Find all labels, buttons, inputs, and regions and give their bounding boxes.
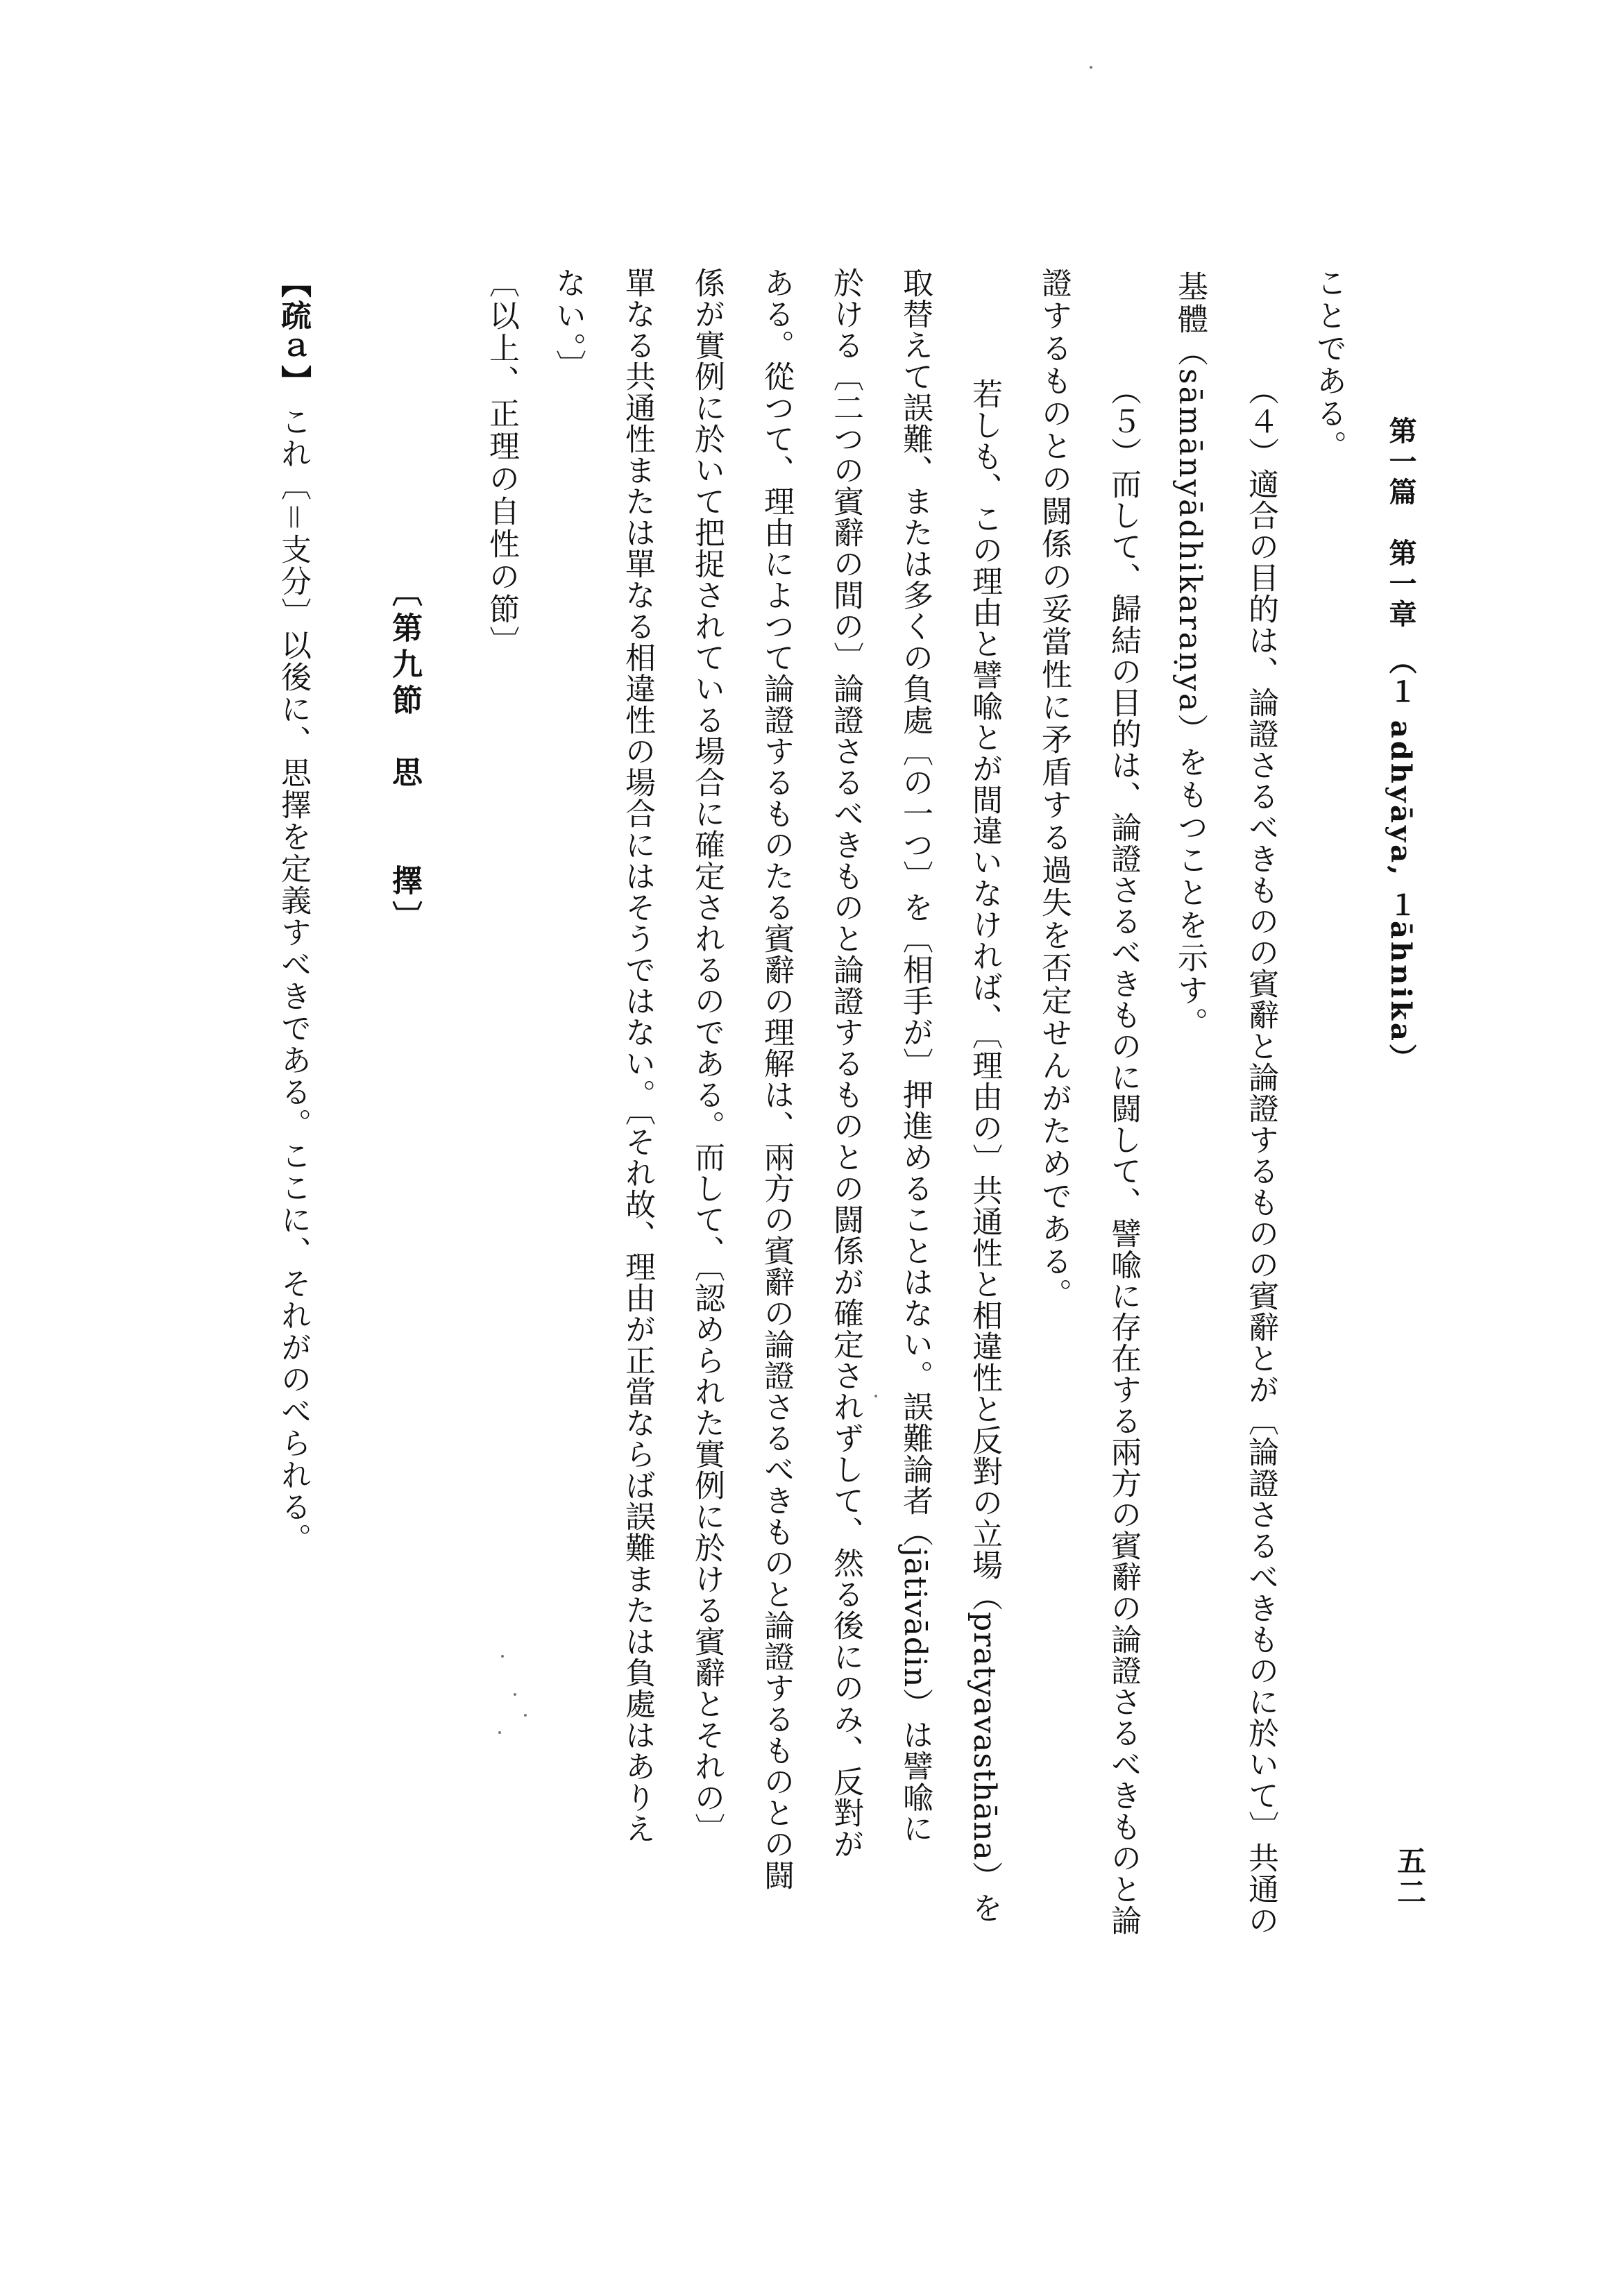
commentary-label: 【疏ａ】 xyxy=(276,267,311,398)
scan-speck xyxy=(524,1714,527,1717)
body-line-12: ない。〕 xyxy=(550,267,586,382)
body-line-2: （４）適合の目的は、論證さるべきものの賓辭と論證するものの賓辭とが〔論證さるべきものに於いて〕共通の xyxy=(1243,375,1278,1936)
body-line-4: （５）而して、歸結の目的は、論證さるべきものに闘して、譬喩に存在する兩方の賓辭の論證さるべきものと論 xyxy=(1106,375,1141,1936)
scan-speck xyxy=(1090,66,1092,69)
body-line-5: 證するものとの闘係の妥當性に矛盾する過失を否定せんがためである。 xyxy=(1036,267,1072,1311)
body-line-13: 〔以上、正理の自性の節〕 xyxy=(484,267,519,658)
scan-speck xyxy=(501,1655,504,1658)
body-line-3: 基體（sāmānyādhikaraṇya）をもつことを示す。 xyxy=(1172,271,1208,1040)
page-number: 五二 xyxy=(1393,1846,1427,1908)
scan-speck xyxy=(498,1731,501,1734)
body-line-6: 若しも、この理由と譬喩とが間違いなければ、〔理由の〕共通性と相違性と反對の立場（pratyavasthāna）を xyxy=(967,378,1002,1923)
body-line-1: ことである。 xyxy=(1311,267,1346,463)
scan-speck xyxy=(514,1693,516,1696)
running-title: 第一篇 第一章 （１ adhyāya, １āhnika） xyxy=(1385,416,1417,1074)
commentary-text: これ〔＝支分〕以後に、思擇を定義すべきである。ここに、それがのべられる。 xyxy=(276,406,311,1555)
scan-speck xyxy=(874,1395,877,1397)
section-heading: 〔第九節 思 擇〕 xyxy=(387,576,422,937)
body-line-10: 係が實例に於いて把捉されている場合に確定されるのである。而して、〔認められた實例に於ける賓辭とそれの〕 xyxy=(689,267,725,1844)
body-line-9: ある。從つて、理由によつて論證するものたる賓辭の理解は、兩方の賓辭の論證さるべきものと論證するものとの闘 xyxy=(759,267,794,1891)
body-line-8: 於ける〔二つの賓辭の間の〕論證さるべきものと論證するものとの闘係が確定されずして、然る後にのみ、反對が xyxy=(828,267,863,1860)
body-line-7: 取替えて誤難、または多くの負處〔の一つ〕を〔相手が〕押進めることはない。誤難論者（jātivādin）は譬喩に xyxy=(897,267,933,1844)
body-line-11: 單なる共通性または單なる相違性の場合にはそうではない。〔それ故、理由が正當ならば誤難または負處はありえ xyxy=(620,267,655,1844)
